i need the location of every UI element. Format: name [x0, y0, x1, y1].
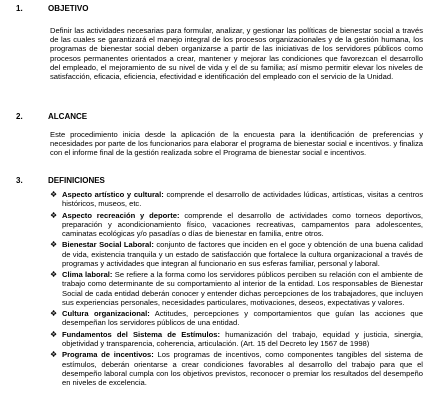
definition-text: conjunto de factores que inciden en el goce y obtención de una buena calidad de vida, existencia tranquila y un estado de satisfacción que fortalece la cultura organizacional a través de programas y actividades que integran al funcionario en sus esferas familiar, personal y laboral.: [62, 240, 424, 268]
section-number: 1.: [16, 4, 23, 13]
definitions-list: [50, 190, 423, 389]
definition-text: humanización del trabajo, equidad y justicia, sinergia, objetividad y transparencia, coherencia, articulación. (Art. 15 del Decreto ley 1567 de 1998): [62, 329, 424, 348]
definition-item: [50, 190, 423, 208]
definition-term: Clima laboral:: [62, 270, 113, 280]
definition-term: Fundamentos del Sistema de Estímulos:: [62, 329, 221, 339]
section-title: OBJETIVO: [48, 4, 89, 13]
definition-term: Aspecto recreación y deporte:: [62, 210, 180, 220]
definition-text: Actitudes, percepciones y comportamientos que guían las acciones que desempeñan los servidores públicos de una entidad.: [62, 309, 423, 328]
definition-text: comprende el desarrollo de actividades como torneos deportivos, preparación y acondicionamiento físico, vacaciones recreativas, campamentos para adolescentes, caminatas ecológicas y/o pasadías o días de bienestar en familia, entre otros.: [62, 210, 423, 238]
definition-term: Cultura organizacional:: [62, 309, 150, 319]
diamond-bullet-icon: ❖: [50, 240, 58, 250]
definition-text: Se refiere a la forma como los servidores públicos perciben su relación con el ambiente de trabajo como determinante de su comportamiento al interior de la entidad. Los responsables de Bienestar Social de cada entidad deberán conocer y entender dichas percepciones de los trabajadores, que incluyen sus experiencias personales, necesidades particulares, motivaciones, deseos, expectativas y valores.: [62, 270, 423, 307]
section-body-alcance: Este procedimiento inicia desde la aplicación de la encuesta para la identificación de preferencias y necesidades por parte de los funcionarios para elaborar el programa de bienestar social e incentivos. y finaliza con el informe final de la gestión realizada sobre el Programa de bienestar social e incentivos.: [50, 130, 423, 158]
section-heading-objetivo: [14, 4, 88, 13]
definition-item: [50, 330, 423, 348]
diamond-bullet-icon: ❖: [50, 329, 58, 339]
definition-text: Los programas de incentivos, como componentes tangibles del sistema de estímulos, deberán orientarse a crear condiciones favorables al desarrollo del trabajo para que el desempeño laboral cumpla con los objetivos previstos, reconocer o premiar los resultados del desempeño en niveles de excelencia.: [62, 350, 424, 387]
section-title: ALCANCE: [48, 112, 88, 121]
definition-term: Aspecto artístico y cultural:: [62, 190, 164, 199]
diamond-bullet-icon: ❖: [50, 270, 58, 280]
section-number: 2.: [16, 112, 23, 121]
definition-term: Bienestar Social Laboral:: [62, 240, 154, 250]
diamond-bullet-icon: ❖: [50, 210, 58, 220]
diamond-bullet-icon: ❖: [50, 190, 58, 199]
section-number: 3.: [16, 176, 23, 185]
section-body-objetivo: Definir las actividades necesarias para formular, analizar, y gestionar las políticas de bienestar social a través de las cuales se garantizará el manejo integral de los procesos organizacionales y de la gestión humana, los programas de bienestar social deben organizarse a partir de las iniciativas de los servidores públicos como procesos permanentes orientados a crear, mantener y mejorar las condiciones que favorezcan el desarrollo del empleado, el mejoramiento de su nivel de vida y el de su familia; así mismo permitir elevar los niveles de satisfacción, eficacia, eficiencia, efectividad e identificación del empleado con el servicio de la Unidad.: [50, 26, 423, 82]
definition-item: [50, 240, 423, 268]
definition-text: comprende el desarrollo de actividades lúdicas, artísticas, visitas a centros históricos, museos, etc.: [62, 190, 423, 209]
section-title: DEFINICIONES: [48, 176, 105, 185]
definition-item: [50, 350, 423, 387]
definition-item: [50, 270, 423, 307]
diamond-bullet-icon: ❖: [50, 350, 58, 360]
definition-term: Programa de incentivos:: [62, 350, 154, 360]
definition-item: [50, 211, 423, 239]
diamond-bullet-icon: ❖: [50, 309, 58, 319]
definition-item: [50, 309, 423, 327]
section-heading-definiciones: [14, 176, 105, 185]
section-heading-alcance: [14, 112, 87, 121]
